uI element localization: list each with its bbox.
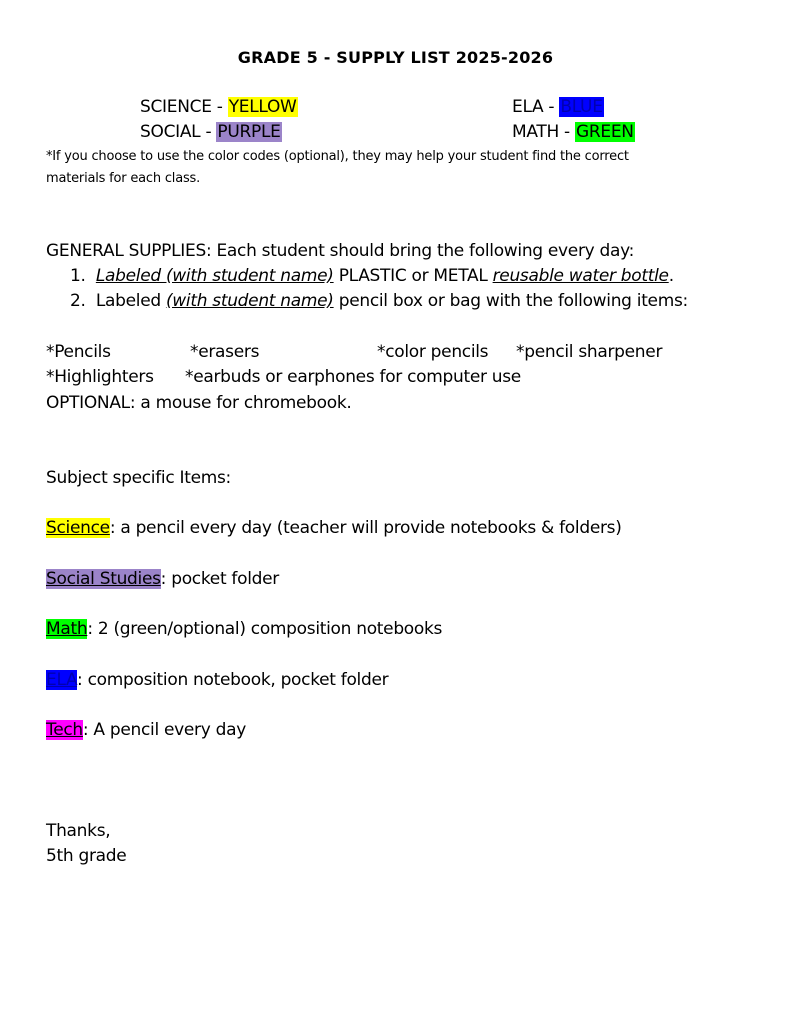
- color-code-label-purple: PURPLE: [217, 122, 281, 142]
- item-pencil-sharpener: *pencil sharpener: [516, 342, 663, 362]
- bottle-material: PLASTIC or METAL: [333, 266, 493, 286]
- subject-social-studies: [46, 569, 279, 589]
- list-number: 2.: [70, 291, 86, 311]
- optional-line: OPTIONAL: a mouse for chromebook.: [46, 393, 352, 413]
- item-earbuds: *earbuds or earphones for computer use: [185, 367, 521, 387]
- color-code-math: [512, 122, 635, 142]
- subject-ela: [46, 670, 388, 690]
- with-student-name: (with student name): [165, 291, 334, 311]
- item-color-pencils: *color pencils: [377, 342, 489, 362]
- general-item-2: [70, 291, 688, 311]
- subject-text: : pocket folder: [160, 569, 279, 589]
- subject-tech: [46, 720, 246, 740]
- color-code-social: [140, 122, 282, 142]
- item-erasers: *erasers: [190, 342, 260, 362]
- subject-text: : composition notebook, pocket folder: [77, 670, 389, 690]
- color-code-subject: SCIENCE -: [140, 97, 228, 117]
- subject-name-tech: Tech: [46, 720, 83, 740]
- color-code-note-line2: materials for each class.: [46, 171, 201, 186]
- subject-name-math: Math: [46, 619, 88, 639]
- subject-heading: Subject specific Items:: [46, 468, 231, 488]
- closing-signature: 5th grade: [46, 846, 127, 866]
- closing-thanks: Thanks,: [46, 821, 111, 841]
- labeled-word: Labeled: [95, 291, 166, 311]
- subject-science: [46, 518, 622, 538]
- subject-text: : 2 (green/optional) composition notebooks: [87, 619, 443, 639]
- color-code-subject: MATH -: [512, 122, 575, 142]
- general-item-1: [70, 266, 674, 286]
- item-pencils: *Pencils: [46, 342, 111, 362]
- subject-math: [46, 619, 442, 639]
- reusable-water-bottle: reusable water bottle: [492, 266, 669, 286]
- page-title: GRADE 5 - SUPPLY LIST 2025-2026: [237, 48, 554, 67]
- subject-text: : a pencil every day (teacher will provide notebooks & folders): [109, 518, 622, 538]
- labeled-with-name: Labeled (with student name): [95, 266, 334, 286]
- color-code-label-blue: BLUE: [560, 97, 603, 117]
- item-highlighters: *Highlighters: [46, 367, 154, 387]
- color-code-subject: ELA -: [512, 97, 560, 117]
- color-code-label-yellow: YELLOW: [228, 97, 297, 117]
- subject-text: : A pencil every day: [82, 720, 246, 740]
- color-code-label-green: GREEN: [576, 122, 634, 142]
- color-code-ela: [512, 97, 604, 117]
- color-code-subject: SOCIAL -: [140, 122, 217, 142]
- color-code-note-line1: *If you choose to use the color codes (optional), they may help your student find the correct: [46, 149, 629, 164]
- subject-name-ela: ELA: [46, 670, 78, 690]
- pencil-box-text: pencil box or bag with the following items:: [333, 291, 688, 311]
- list-number: 1.: [70, 266, 86, 286]
- general-supplies-heading: GENERAL SUPPLIES: Each student should bring the following every day:: [46, 241, 635, 261]
- subject-name-science: Science: [46, 518, 110, 538]
- subject-name-social-studies: Social Studies: [46, 569, 161, 589]
- item-end: .: [668, 266, 674, 286]
- color-code-science: [140, 97, 298, 117]
